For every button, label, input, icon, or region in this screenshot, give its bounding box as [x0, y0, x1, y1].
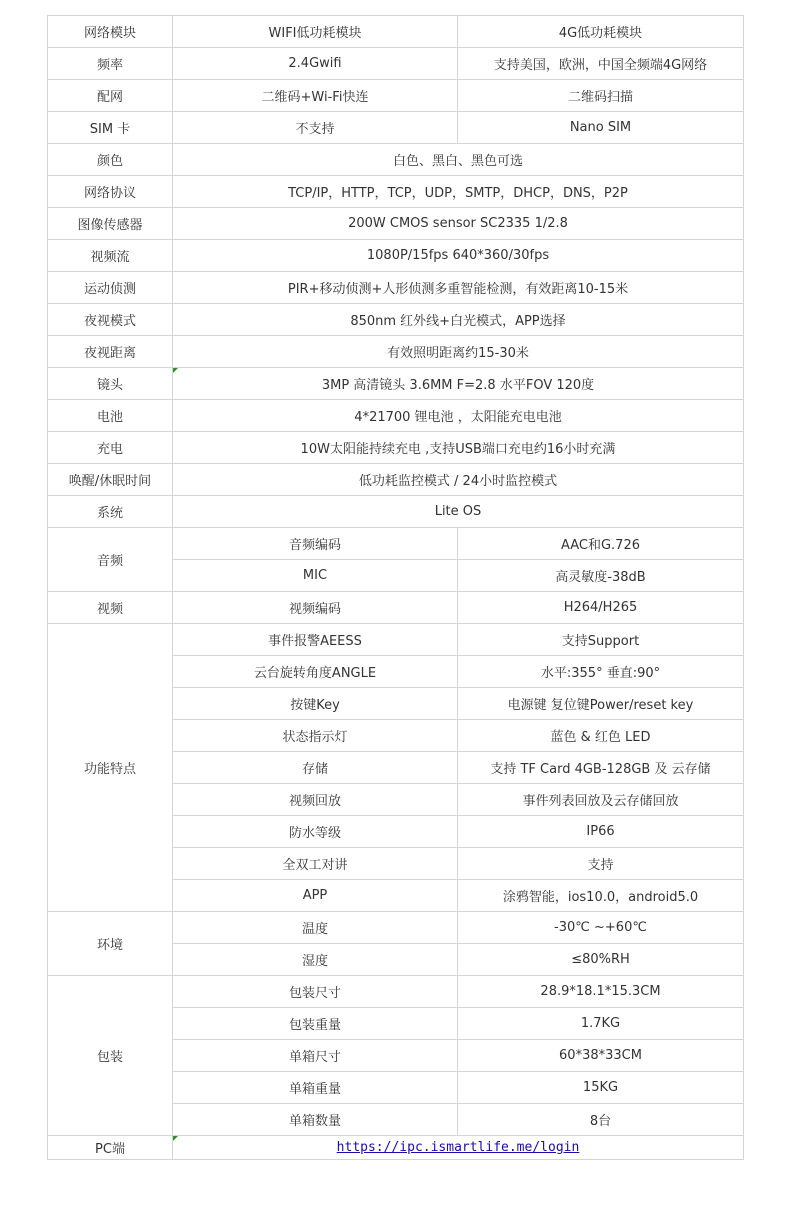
row-value: 4*21700 锂电池 ，太阳能充电电池	[173, 400, 744, 432]
row-system	[48, 496, 744, 528]
item-value: 涂鸦智能，ios10.0，android5.0	[458, 880, 744, 912]
row-network-module	[48, 16, 744, 48]
row-value: 850nm 红外线+白光模式，APP选择	[173, 304, 744, 336]
row-pc	[48, 1136, 744, 1160]
row-label: 配网	[48, 80, 173, 112]
row-label: 网络协议	[48, 176, 173, 208]
item-name: MIC	[173, 560, 458, 592]
row-value: 200W CMOS sensor SC2335 1/2.8	[173, 208, 744, 240]
group-label-packaging: 包装	[48, 976, 173, 1136]
item-value: 8台	[458, 1104, 744, 1136]
row-label: 频率	[48, 48, 173, 80]
row-label: 视频流	[48, 240, 173, 272]
row-audio-codec	[48, 528, 744, 560]
row-charging	[48, 432, 744, 464]
lte-value: 二维码扫描	[458, 80, 744, 112]
row-night-mode	[48, 304, 744, 336]
item-name: 视频编码	[173, 592, 458, 624]
row-value: 1080P/15fps 640*360/30fps	[173, 240, 744, 272]
item-value: AAC和G.726	[458, 528, 744, 560]
lte-value: 支持美国，欧洲，中国全频端4G网络	[458, 48, 744, 80]
row-value: 低功耗监控模式 / 24小时监控模式	[173, 464, 744, 496]
item-name: 湿度	[173, 944, 458, 976]
item-value: 1.7KG	[458, 1008, 744, 1040]
spec-table	[47, 15, 744, 1160]
group-label-audio: 音频	[48, 528, 173, 592]
wifi-value: 二维码+Wi-Fi快连	[173, 80, 458, 112]
item-name: 防水等级	[173, 816, 458, 848]
row-label: 充电	[48, 432, 173, 464]
item-value: 支持Support	[458, 624, 744, 656]
row-lens	[48, 368, 744, 400]
item-value: 电源键 复位键Power/reset key	[458, 688, 744, 720]
item-name: 包装重量	[173, 1008, 458, 1040]
row-value: 白色、黑白、黑色可选	[173, 144, 744, 176]
item-value: 60*38*33CM	[458, 1040, 744, 1072]
item-value: 支持 TF Card 4GB-128GB 及 云存储	[458, 752, 744, 784]
row-label: 网络模块	[48, 16, 173, 48]
row-label: 夜视模式	[48, 304, 173, 336]
row-protocol	[48, 176, 744, 208]
item-value: 事件列表回放及云存储回放	[458, 784, 744, 816]
row-label: 唤醒/休眠时间	[48, 464, 173, 496]
row-color	[48, 144, 744, 176]
group-label-features: 功能特点	[48, 624, 173, 912]
row-value: TCP/IP，HTTP，TCP，UDP，SMTP，DHCP，DNS，P2P	[173, 176, 744, 208]
item-name: 事件报警AEESS	[173, 624, 458, 656]
row-label: 镜头	[48, 368, 173, 400]
wifi-value: 不支持	[173, 112, 458, 144]
lte-value: Nano SIM	[458, 112, 744, 144]
row-env-temperature	[48, 912, 744, 944]
item-name: 云台旋转角度ANGLE	[173, 656, 458, 688]
row-label: 系统	[48, 496, 173, 528]
row-label: 颜色	[48, 144, 173, 176]
row-label: SIM 卡	[48, 112, 173, 144]
item-name: 全双工对讲	[173, 848, 458, 880]
item-value: 15KG	[458, 1072, 744, 1104]
row-frequency	[48, 48, 744, 80]
row-provisioning	[48, 80, 744, 112]
row-sensor	[48, 208, 744, 240]
item-name: 温度	[173, 912, 458, 944]
item-value: IP66	[458, 816, 744, 848]
item-name: 状态指示灯	[173, 720, 458, 752]
row-night-range	[48, 336, 744, 368]
row-label: 运动侦测	[48, 272, 173, 304]
row-video-codec	[48, 592, 744, 624]
row-label: PC端	[48, 1136, 173, 1160]
row-stream	[48, 240, 744, 272]
row-label: 夜视距离	[48, 336, 173, 368]
row-value: 3MP 高清镜头 3.6MM F=2.8 水平FOV 120度	[173, 368, 744, 400]
row-battery	[48, 400, 744, 432]
item-value: -30℃ ~+60℃	[458, 912, 744, 944]
pc-link-cell	[173, 1136, 744, 1160]
row-value: 10W太阳能持续充电 ,支持USB端口充电约16小时充满	[173, 432, 744, 464]
row-sim	[48, 112, 744, 144]
item-name: 音频编码	[173, 528, 458, 560]
item-name: APP	[173, 880, 458, 912]
item-value: 28.9*18.1*15.3CM	[458, 976, 744, 1008]
item-value: 水平:355° 垂直:90°	[458, 656, 744, 688]
wifi-value: WIFI低功耗模块	[173, 16, 458, 48]
item-value: ≤80%RH	[458, 944, 744, 976]
row-motion	[48, 272, 744, 304]
item-name: 存储	[173, 752, 458, 784]
group-label-video: 视频	[48, 592, 173, 624]
item-value: 支持	[458, 848, 744, 880]
row-value: 有效照明距离约15-30米	[173, 336, 744, 368]
wifi-value: 2.4Gwifi	[173, 48, 458, 80]
item-value: 高灵敏度-38dB	[458, 560, 744, 592]
item-name: 包装尺寸	[173, 976, 458, 1008]
row-feature-alarm	[48, 624, 744, 656]
item-name: 视频回放	[173, 784, 458, 816]
row-pack-size	[48, 976, 744, 1008]
group-label-environment: 环境	[48, 912, 173, 976]
row-value: PIR+移动侦测+人形侦测多重智能检测，有效距离10-15米	[173, 272, 744, 304]
item-value: H264/H265	[458, 592, 744, 624]
item-value: 蓝色 & 红色 LED	[458, 720, 744, 752]
pc-login-link[interactable]: https://ipc.ismartlife.me/login	[336, 1140, 580, 1155]
row-label: 电池	[48, 400, 173, 432]
item-name: 单箱尺寸	[173, 1040, 458, 1072]
row-wake-sleep	[48, 464, 744, 496]
item-name: 按键Key	[173, 688, 458, 720]
item-name: 单箱数量	[173, 1104, 458, 1136]
row-value: Lite OS	[173, 496, 744, 528]
row-label: 图像传感器	[48, 208, 173, 240]
lte-value: 4G低功耗模块	[458, 16, 744, 48]
item-name: 单箱重量	[173, 1072, 458, 1104]
